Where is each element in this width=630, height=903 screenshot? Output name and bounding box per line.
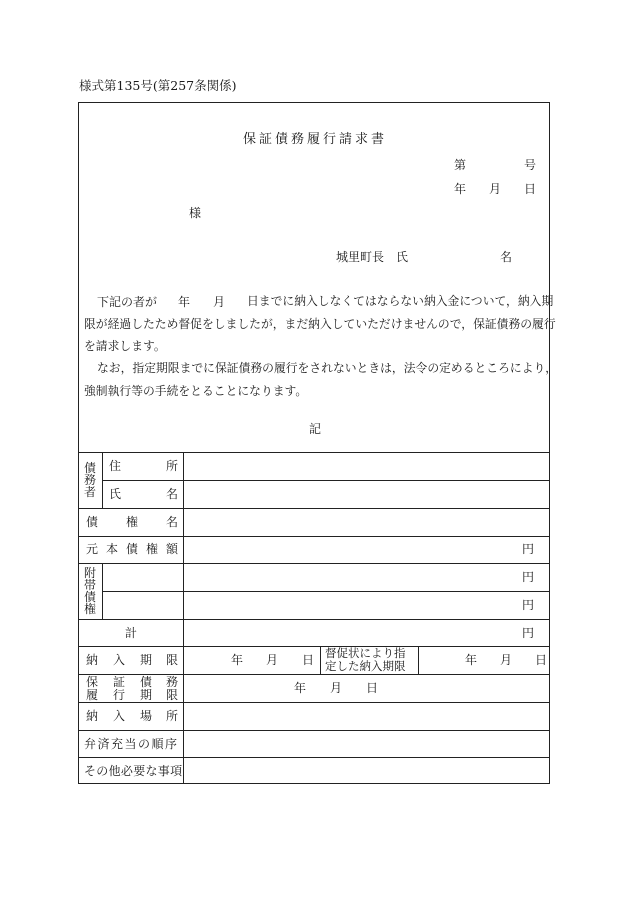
rule-after-place: [78, 730, 550, 731]
principal-label-d: 権: [146, 542, 159, 556]
rule-after-claim: [78, 536, 550, 537]
body-line1-year: 年: [178, 295, 191, 309]
guarantee-label-2a: 履: [86, 688, 99, 702]
name-label-a: 氏: [109, 487, 122, 501]
reminder-day: 日: [535, 653, 548, 667]
guarantee-label-1b: 証: [113, 675, 126, 689]
reminder-label-1: 督促状により指: [325, 646, 406, 660]
guarantee-label-1c: 債: [140, 675, 153, 689]
body-line1-d: 日までに納入しなくてはならない納入金について，納入期: [247, 294, 554, 308]
date-day-label: 日: [524, 182, 537, 196]
claim-name-label-a: 債: [86, 515, 99, 529]
doc-number-prefix: 第: [454, 158, 467, 172]
guarantee-day: 日: [366, 681, 379, 695]
body-line1-a: 下記の者が: [97, 295, 158, 309]
guarantee-month: 月: [330, 681, 343, 695]
due-label-b: 入: [113, 653, 126, 667]
rule-after-incidental: [78, 619, 550, 620]
guarantee-label-2d: 限: [166, 688, 179, 702]
guarantee-label-2c: 期: [140, 688, 153, 702]
debtor-group-rule: [102, 452, 103, 508]
place-label-d: 所: [166, 709, 179, 723]
incidental-yen-2: 円: [522, 598, 535, 612]
claim-name-label-c: 名: [166, 515, 179, 529]
table-top-rule: [78, 452, 550, 453]
due-month: 月: [266, 653, 279, 667]
body-line4: なお，指定期限までに保証債務の履行をされないときは，法令の定めるところにより，: [97, 361, 558, 375]
principal-yen: 円: [522, 542, 535, 556]
sender-name-label-1: 氏: [396, 250, 409, 264]
address-label-b: 所: [166, 459, 179, 473]
claim-name-label-b: 権: [126, 515, 139, 529]
reminder-year: 年: [465, 653, 478, 667]
principal-label-b: 本: [106, 542, 119, 556]
rule-after-order: [78, 757, 550, 758]
due-mid-rule-1: [320, 646, 321, 674]
name-label-b: 名: [166, 487, 179, 501]
body-line1-month: 月: [213, 295, 226, 309]
rule-after-guarantee: [78, 702, 550, 703]
due-year: 年: [231, 653, 244, 667]
place-label-a: 納: [86, 709, 99, 723]
order-label: 弁済充当の順序: [84, 737, 179, 751]
sender-title: 城里町長: [336, 250, 385, 264]
rule-after-principal: [78, 563, 550, 564]
due-label-c: 期: [140, 653, 153, 667]
guarantee-label-2b: 行: [113, 688, 126, 702]
due-label-a: 納: [86, 653, 99, 667]
due-label-d: 限: [166, 653, 179, 667]
document-title: 保証債務履行請求書: [242, 132, 387, 147]
other-label: その他必要な事項: [84, 764, 183, 778]
body-line5: 強制執行等の手続をとることになります。: [84, 384, 308, 398]
principal-label-e: 額: [166, 542, 179, 556]
rule-debtor-mid: [102, 480, 550, 481]
guarantee-label-1d: 務: [166, 675, 179, 689]
due-day: 日: [302, 653, 315, 667]
reminder-month: 月: [500, 653, 513, 667]
doc-number-suffix: 号: [524, 158, 537, 172]
guarantee-label-1a: 保: [86, 675, 99, 689]
ki-mark: 記: [309, 422, 322, 436]
sender-name-label-2: 名: [500, 250, 513, 264]
rule-after-total: [78, 646, 550, 647]
date-year-label: 年: [454, 182, 467, 196]
date-month-label: 月: [489, 182, 502, 196]
body-line3: を請求します。: [84, 339, 166, 353]
addressee-suffix: 様: [189, 206, 202, 220]
total-yen: 円: [522, 626, 535, 640]
principal-label-a: 元: [86, 542, 99, 556]
debtor-group-label: 債 務 者: [83, 461, 96, 499]
rule-incidental-mid: [102, 591, 550, 592]
address-label-a: 住: [109, 459, 122, 473]
incidental-yen-1: 円: [522, 570, 535, 584]
reminder-label-2: 定した納入期限: [325, 659, 406, 673]
principal-label-c: 債: [126, 542, 139, 556]
form-number: 様式第135号(第257条関係): [79, 78, 237, 93]
body-line2: 限が経過したため督促をしましたが，まだ納入していただけませんので，保証債務の履行: [84, 317, 556, 331]
incidental-group-rule: [102, 563, 103, 619]
label-column-rule: [183, 452, 184, 784]
rule-after-debtor: [78, 508, 550, 509]
place-label-c: 場: [140, 709, 153, 723]
place-label-b: 入: [113, 709, 126, 723]
guarantee-year: 年: [294, 681, 307, 695]
total-label: 計: [125, 626, 138, 640]
incidental-group-label: 附 帯 債 権: [83, 566, 96, 616]
due-mid-rule-2: [418, 646, 419, 674]
